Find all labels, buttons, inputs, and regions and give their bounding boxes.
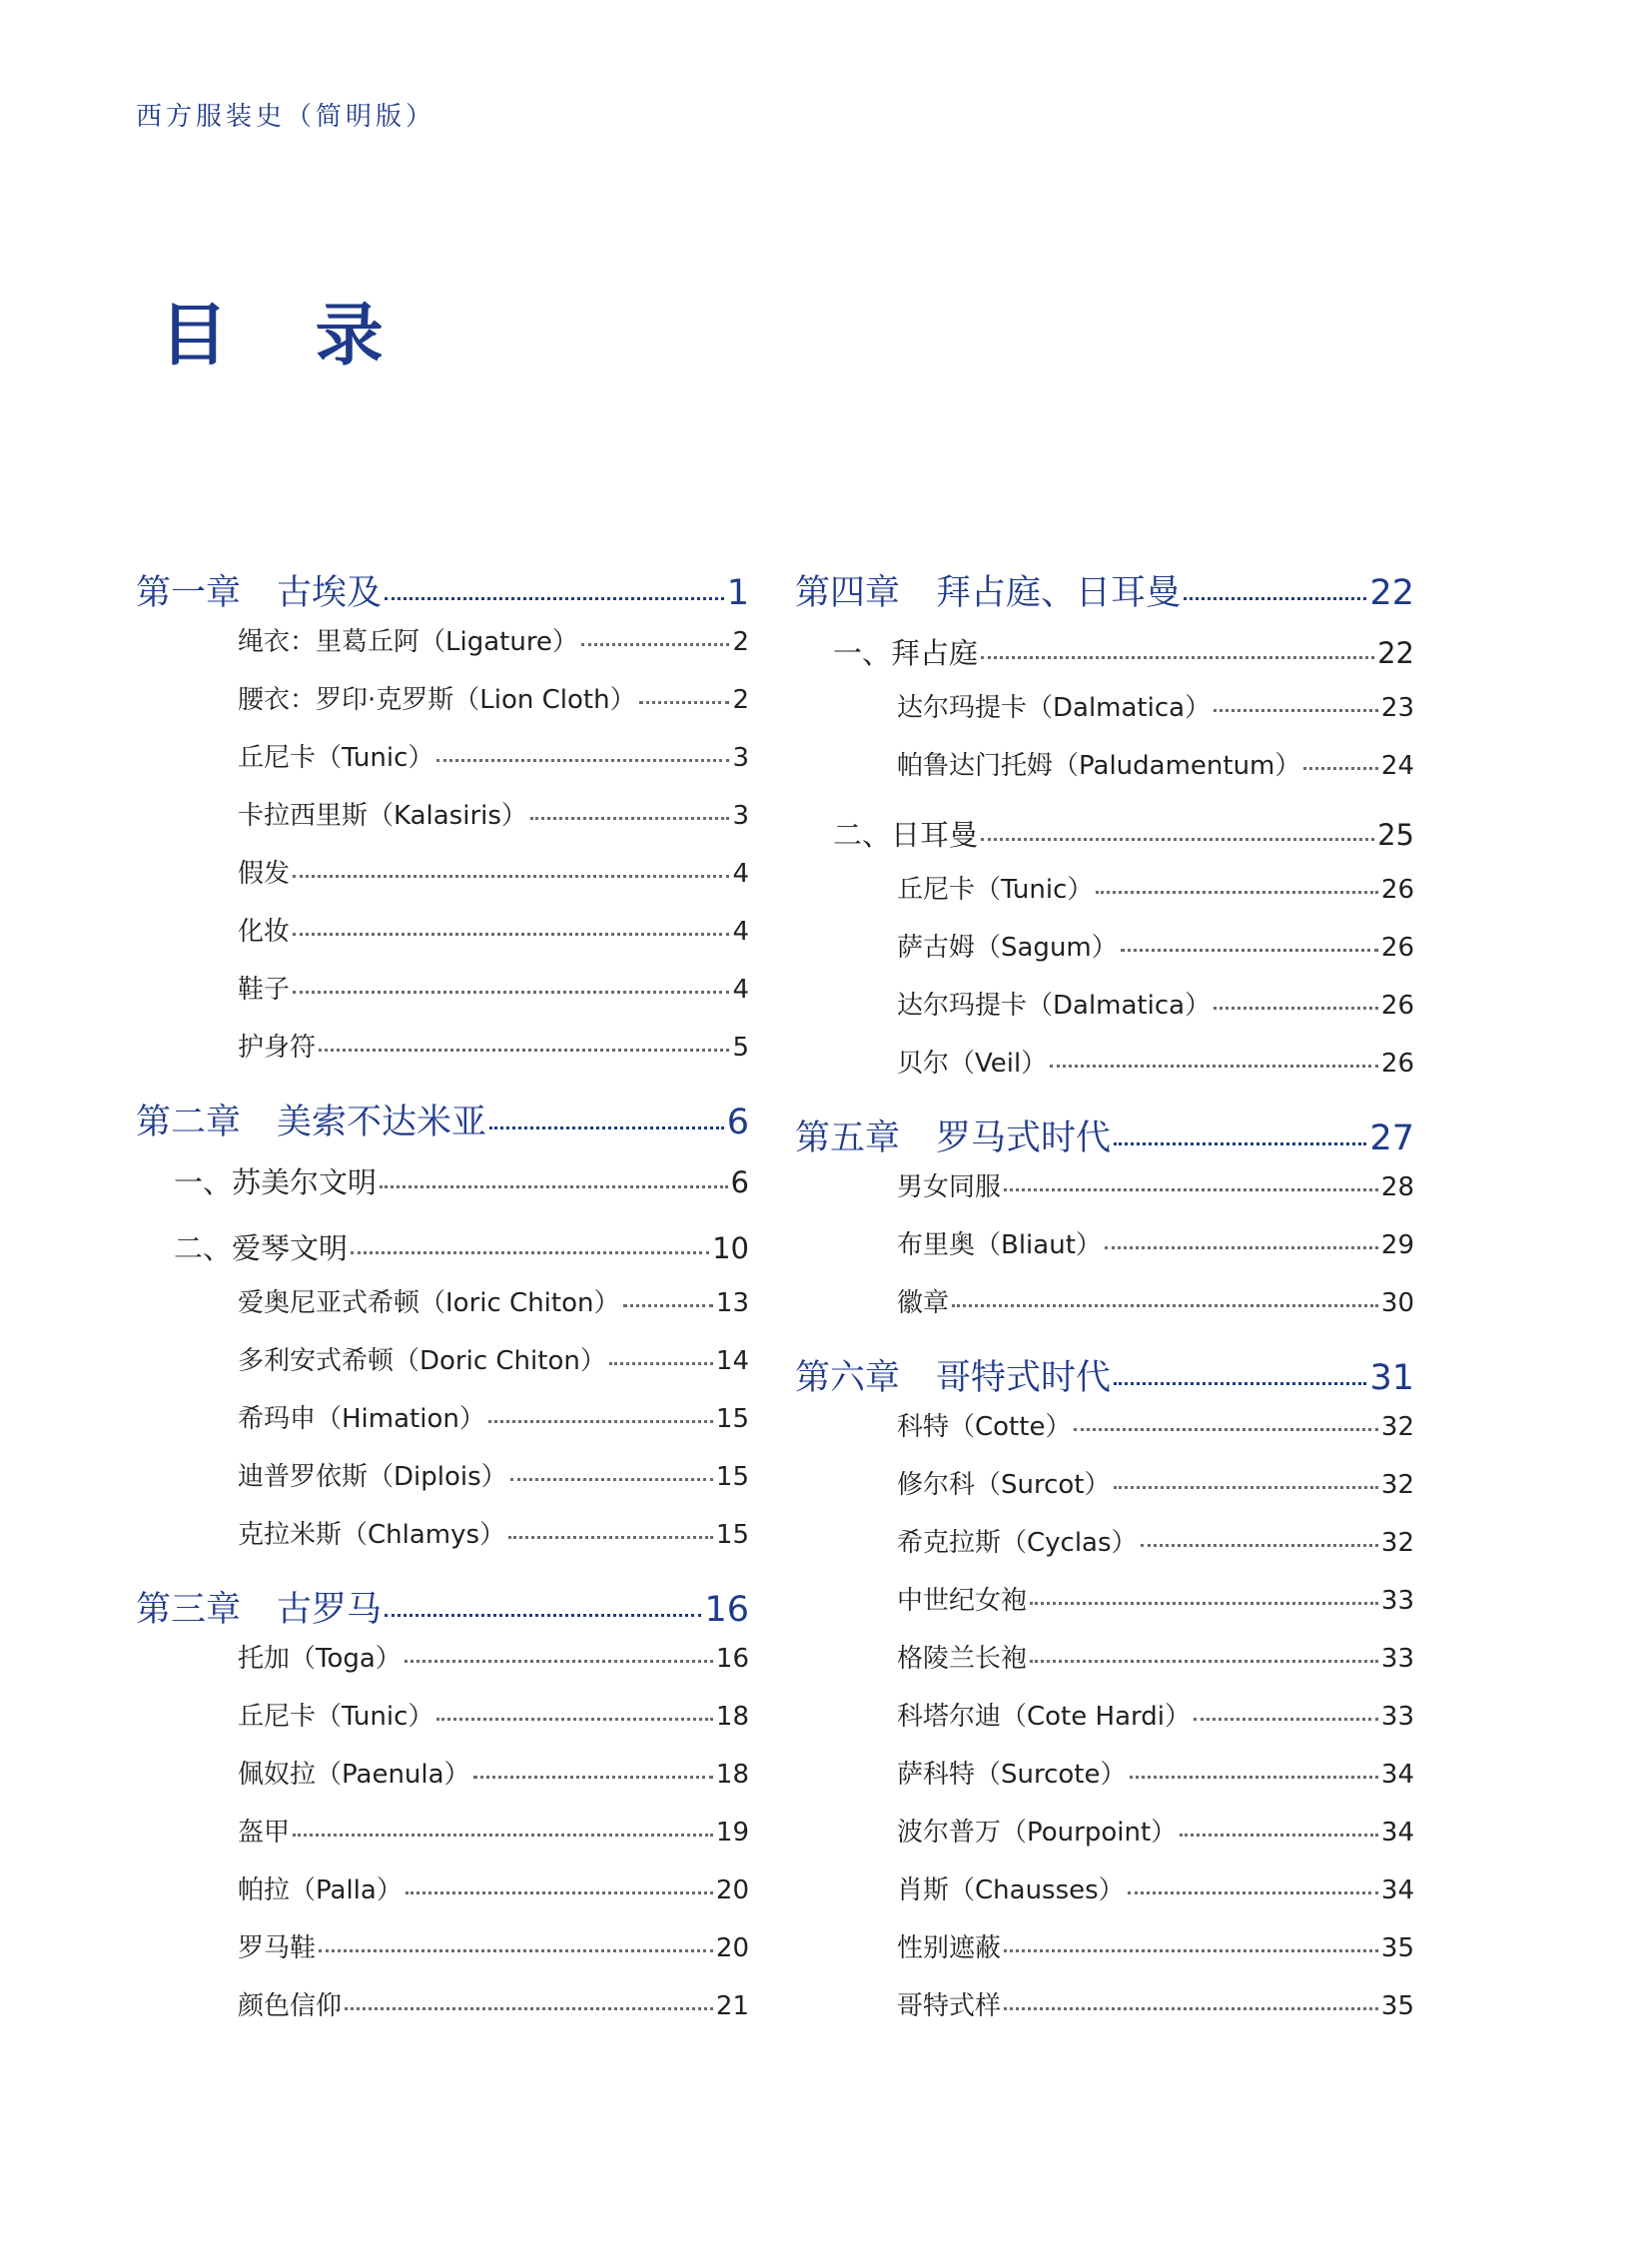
- dot-leader: [1050, 1065, 1378, 1068]
- dot-leader: [623, 1304, 713, 1307]
- toc-item[interactable]: [136, 1869, 749, 1927]
- toc-entry-title: 帕鲁达门托姆（Paludamentum）: [897, 751, 1301, 781]
- toc-item[interactable]: [795, 1869, 1414, 1927]
- toc-entry-title: 克拉米斯（Chlamys）: [238, 1520, 506, 1550]
- chapter-title: 罗马式时代: [936, 1119, 1112, 1158]
- page-number: 34: [1380, 1760, 1414, 1790]
- toc-entry-title: 科塔尔迪（Cote Hardi）: [897, 1702, 1191, 1732]
- dot-leader: [952, 1304, 1378, 1307]
- page-number: 32: [1380, 1470, 1414, 1500]
- toc-entry-title: 希玛申（Himation）: [238, 1404, 485, 1434]
- dot-leader: [385, 1614, 701, 1617]
- toc-entry-title: 格陵兰长袍: [897, 1644, 1028, 1674]
- toc-item[interactable]: [136, 1985, 749, 2043]
- toc-entry-title: 性别遮蔽: [897, 1933, 1002, 1963]
- toc-entry-title: 哥特式样: [897, 1991, 1002, 2021]
- page-number: 15: [715, 1520, 749, 1550]
- toc-entry-title: 一、拜占庭: [833, 636, 979, 670]
- page-number: 6: [726, 1103, 749, 1142]
- toc-entry-title: 萨科特（Surcote）: [897, 1760, 1127, 1790]
- chapter-number: 第二章: [136, 1103, 242, 1142]
- toc-item[interactable]: [136, 1927, 749, 1985]
- dot-leader: [510, 1478, 713, 1481]
- page-number: 20: [715, 1875, 749, 1905]
- toc-entry-title: 科特（Cotte）: [897, 1412, 1072, 1442]
- page-number: 35: [1380, 1991, 1414, 2021]
- toc-entry-title: 丘尼卡（Tunic）: [238, 743, 434, 773]
- toc-item[interactable]: [136, 1282, 749, 1340]
- dot-leader: [1096, 891, 1377, 894]
- toc-item[interactable]: [795, 1985, 1414, 2043]
- toc-entry-title: 徽章: [897, 1288, 950, 1318]
- toc-right-column: [795, 555, 1414, 2043]
- toc-item[interactable]: [795, 1812, 1414, 1869]
- toc-entry-title: [136, 565, 382, 615]
- page-number: 33: [1380, 1702, 1414, 1732]
- toc-entry-title: [795, 1350, 1111, 1400]
- toc-section[interactable]: [136, 1160, 749, 1216]
- page-number: 6: [730, 1165, 749, 1199]
- toc-item[interactable]: [795, 1464, 1414, 1522]
- dot-leader: [405, 1660, 713, 1663]
- page-number: 4: [732, 917, 749, 947]
- page-number: 33: [1380, 1586, 1414, 1616]
- dot-leader: [436, 759, 729, 762]
- toc-item[interactable]: [795, 869, 1414, 927]
- toc-section[interactable]: [795, 813, 1414, 869]
- toc-entry-title: 丘尼卡（Tunic）: [897, 875, 1094, 905]
- dot-leader: [406, 1891, 713, 1894]
- toc-entry-title: 多利安式希顿（Doric Chiton）: [238, 1346, 606, 1376]
- page-number: 3: [732, 743, 749, 773]
- toc-entry-title: 假发: [238, 859, 291, 889]
- dot-leader: [489, 1126, 724, 1129]
- page-number: 22: [1369, 573, 1414, 613]
- dot-leader: [1194, 1718, 1378, 1721]
- dot-leader: [380, 1185, 728, 1188]
- page-number: 25: [1377, 818, 1414, 852]
- dot-leader: [1303, 767, 1378, 770]
- toc-item[interactable]: [795, 1696, 1414, 1754]
- page-number: 15: [715, 1404, 749, 1434]
- toc-entry-title: 罗马鞋: [238, 1933, 317, 1963]
- toc-entry-title: [136, 1582, 382, 1632]
- page-number: 16: [715, 1644, 749, 1674]
- dot-leader: [1121, 949, 1378, 952]
- dot-leader: [436, 1718, 712, 1721]
- toc-entry-title: 佩奴拉（Paenula）: [238, 1760, 470, 1790]
- dot-leader: [473, 1776, 713, 1779]
- dot-leader: [1214, 709, 1378, 712]
- toc-entry-title: 化妆: [238, 917, 291, 947]
- toc-entry-title: 托加（Toga）: [238, 1644, 402, 1674]
- page-number: 32: [1380, 1528, 1414, 1558]
- toc-item[interactable]: [795, 1638, 1414, 1696]
- toc-entry-title: 丘尼卡（Tunic）: [238, 1702, 434, 1732]
- toc-item[interactable]: [136, 737, 749, 795]
- toc-item[interactable]: [795, 745, 1414, 803]
- toc-item[interactable]: [795, 1224, 1414, 1282]
- toc-entry-title: 一、苏美尔文明: [174, 1165, 378, 1199]
- toc-entry-title: 波尔普万（Pourpoint）: [897, 1818, 1178, 1848]
- running-header: 西方服装史（简明版）: [136, 102, 436, 132]
- page-number: 34: [1380, 1818, 1414, 1848]
- toc-entry-title: 爱奥尼亚式希顿（Ioric Chiton）: [238, 1288, 620, 1318]
- toc-item[interactable]: [136, 1812, 749, 1869]
- toc-entry-title: 达尔玛提卡（Dalmatica）: [897, 991, 1212, 1021]
- dot-leader: [581, 643, 730, 646]
- page-number: 35: [1380, 1933, 1414, 1963]
- toc-item[interactable]: [795, 1406, 1414, 1464]
- toc-item[interactable]: [136, 969, 749, 1027]
- toc-entry-title: 二、日耳曼: [833, 818, 979, 852]
- toc-entry-title: 二、爱琴文明: [174, 1231, 349, 1265]
- dot-leader: [508, 1536, 713, 1539]
- toc-chapter[interactable]: [795, 1350, 1414, 1406]
- toc-item[interactable]: [795, 1754, 1414, 1812]
- toc-entry-title: 中世纪女袍: [897, 1586, 1028, 1616]
- toc-item[interactable]: [136, 1456, 749, 1514]
- toc-item[interactable]: [136, 1754, 749, 1812]
- toc-left-column: [136, 555, 749, 2043]
- chapter-title: 古罗马: [277, 1590, 383, 1630]
- toc-entry-title: 希克拉斯（Cyclas）: [897, 1528, 1138, 1558]
- toc-item[interactable]: [136, 679, 749, 737]
- dot-leader: [609, 1362, 713, 1365]
- toc-entry-title: 迪普罗依斯（Diplois）: [238, 1462, 507, 1492]
- toc-chapter[interactable]: [795, 565, 1414, 621]
- page-number: 18: [715, 1760, 749, 1790]
- dot-leader: [1141, 1544, 1378, 1547]
- toc-item[interactable]: [136, 1514, 749, 1572]
- toc-entry-title: 卡拉西里斯（Kalasiris）: [238, 801, 527, 831]
- dot-leader: [488, 1420, 713, 1423]
- toc-item[interactable]: [136, 1638, 749, 1696]
- dot-leader: [319, 1949, 713, 1952]
- page-number: 20: [715, 1933, 749, 1963]
- page-number: 34: [1380, 1875, 1414, 1905]
- dot-leader: [293, 1834, 713, 1837]
- toc-chapter[interactable]: [136, 1095, 749, 1150]
- toc-entry-title: 帕拉（Palla）: [238, 1875, 403, 1905]
- dot-leader: [1004, 1188, 1378, 1191]
- toc-section[interactable]: [136, 1226, 749, 1282]
- toc-entry-title: 腰衣：罗印·克罗斯（Lion Cloth）: [238, 685, 636, 715]
- page-number: 27: [1369, 1119, 1414, 1158]
- dot-leader: [319, 1049, 729, 1052]
- dot-leader: [639, 701, 730, 704]
- toc-item[interactable]: [795, 1927, 1414, 1985]
- page-number: 19: [715, 1818, 749, 1848]
- chapter-title: 拜占庭、日耳曼: [936, 573, 1182, 613]
- toc-item[interactable]: [795, 1166, 1414, 1224]
- page-number: 28: [1380, 1172, 1414, 1202]
- toc-entry-title: 盔甲: [238, 1818, 291, 1848]
- toc-item[interactable]: [795, 1282, 1414, 1340]
- page-number: 32: [1380, 1412, 1414, 1442]
- toc-entry-title: 修尔科（Surcot）: [897, 1470, 1111, 1500]
- page-number: 29: [1380, 1230, 1414, 1260]
- dot-leader: [1004, 2007, 1378, 2010]
- dot-leader: [293, 875, 729, 878]
- page-number: 31: [1369, 1358, 1414, 1398]
- toc-item[interactable]: [136, 795, 749, 853]
- toc-entry-title: 萨古姆（Sagum）: [897, 933, 1118, 963]
- dot-leader: [1074, 1428, 1377, 1431]
- chapter-number: 第六章: [795, 1358, 901, 1398]
- page-number: 16: [704, 1590, 749, 1630]
- toc-item[interactable]: [795, 927, 1414, 985]
- toc-entry-title: 颜色信仰: [238, 1991, 343, 2021]
- toc-chapter[interactable]: [795, 1111, 1414, 1166]
- toc-item[interactable]: [136, 621, 749, 679]
- dot-leader: [293, 933, 729, 936]
- page-number: 26: [1380, 991, 1414, 1021]
- page-number: 23: [1380, 693, 1414, 723]
- dot-leader: [1130, 1776, 1378, 1779]
- page-number: 10: [712, 1231, 749, 1265]
- page-number: 33: [1380, 1644, 1414, 1674]
- dot-leader: [1214, 1007, 1378, 1010]
- chapter-number: 第三章: [136, 1590, 242, 1630]
- dot-leader: [1184, 597, 1366, 600]
- page-number: 5: [732, 1033, 749, 1063]
- toc-item[interactable]: [136, 1340, 749, 1398]
- dot-leader: [1180, 1834, 1378, 1837]
- dot-leader: [981, 656, 1374, 659]
- page-number: 21: [715, 1991, 749, 2021]
- toc-entry-title: [795, 565, 1181, 615]
- dot-leader: [1114, 1382, 1366, 1385]
- page-number: 18: [715, 1702, 749, 1732]
- dot-leader: [1128, 1891, 1378, 1894]
- page-number: 3: [732, 801, 749, 831]
- page-number: 30: [1380, 1288, 1414, 1318]
- toc-entry-title: 鞋子: [238, 975, 291, 1005]
- chapter-number: 第一章: [136, 573, 242, 613]
- toc-entry-title: 达尔玛提卡（Dalmatica）: [897, 693, 1212, 723]
- page-number: 24: [1380, 751, 1414, 781]
- page-number: 13: [715, 1288, 749, 1318]
- toc-item[interactable]: [795, 1580, 1414, 1638]
- page-number: 2: [732, 685, 749, 715]
- page-number: 22: [1377, 636, 1414, 670]
- toc-item[interactable]: [136, 853, 749, 911]
- page-number: 4: [732, 975, 749, 1005]
- toc-item[interactable]: [136, 1398, 749, 1456]
- page-number: 26: [1380, 1049, 1414, 1079]
- dot-leader: [351, 1251, 709, 1254]
- toc-item[interactable]: [795, 1043, 1414, 1101]
- toc-entry-title: [795, 1111, 1111, 1160]
- chapter-title: 哥特式时代: [936, 1358, 1112, 1398]
- page-number: 26: [1380, 875, 1414, 905]
- toc-item[interactable]: [136, 911, 749, 969]
- dot-leader: [981, 838, 1374, 841]
- toc-entry-title: 男女同服: [897, 1172, 1002, 1202]
- toc-entry-title: 护身符: [238, 1033, 317, 1063]
- toc-item[interactable]: [795, 687, 1414, 745]
- dot-leader: [530, 817, 730, 820]
- dot-leader: [1114, 1142, 1366, 1145]
- page-number: 1: [726, 573, 749, 613]
- dot-leader: [345, 2007, 713, 2010]
- toc-chapter[interactable]: [136, 565, 749, 621]
- page-title: 目 录: [160, 296, 415, 375]
- toc-item[interactable]: [795, 1522, 1414, 1580]
- page-number: 26: [1380, 933, 1414, 963]
- page-number: 4: [732, 859, 749, 889]
- toc-entry-title: [136, 1095, 486, 1144]
- page-number: 2: [732, 627, 749, 657]
- dot-leader: [1030, 1602, 1378, 1605]
- toc-chapter[interactable]: [136, 1582, 749, 1638]
- toc-item[interactable]: [136, 1027, 749, 1085]
- dot-leader: [1105, 1246, 1378, 1249]
- toc-item[interactable]: [795, 985, 1414, 1043]
- dot-leader: [1030, 1660, 1378, 1663]
- dot-leader: [1004, 1949, 1378, 1952]
- dot-leader: [385, 597, 724, 600]
- toc-entry-title: 绳衣：里葛丘阿（Ligature）: [238, 627, 578, 657]
- chapter-title: 古埃及: [277, 573, 383, 613]
- toc-section[interactable]: [795, 631, 1414, 687]
- dot-leader: [293, 991, 729, 994]
- page-number: 14: [715, 1346, 749, 1376]
- page-number: 15: [715, 1462, 749, 1492]
- chapter-number: 第五章: [795, 1119, 901, 1158]
- chapter-title: 美索不达米亚: [277, 1103, 487, 1142]
- toc-entry-title: 布里奥（Bliaut）: [897, 1230, 1102, 1260]
- dot-leader: [1114, 1486, 1378, 1489]
- toc-entry-title: 肖斯（Chausses）: [897, 1875, 1125, 1905]
- toc-item[interactable]: [136, 1696, 749, 1754]
- toc-entry-title: 贝尔（Veil）: [897, 1049, 1048, 1079]
- chapter-number: 第四章: [795, 573, 901, 613]
